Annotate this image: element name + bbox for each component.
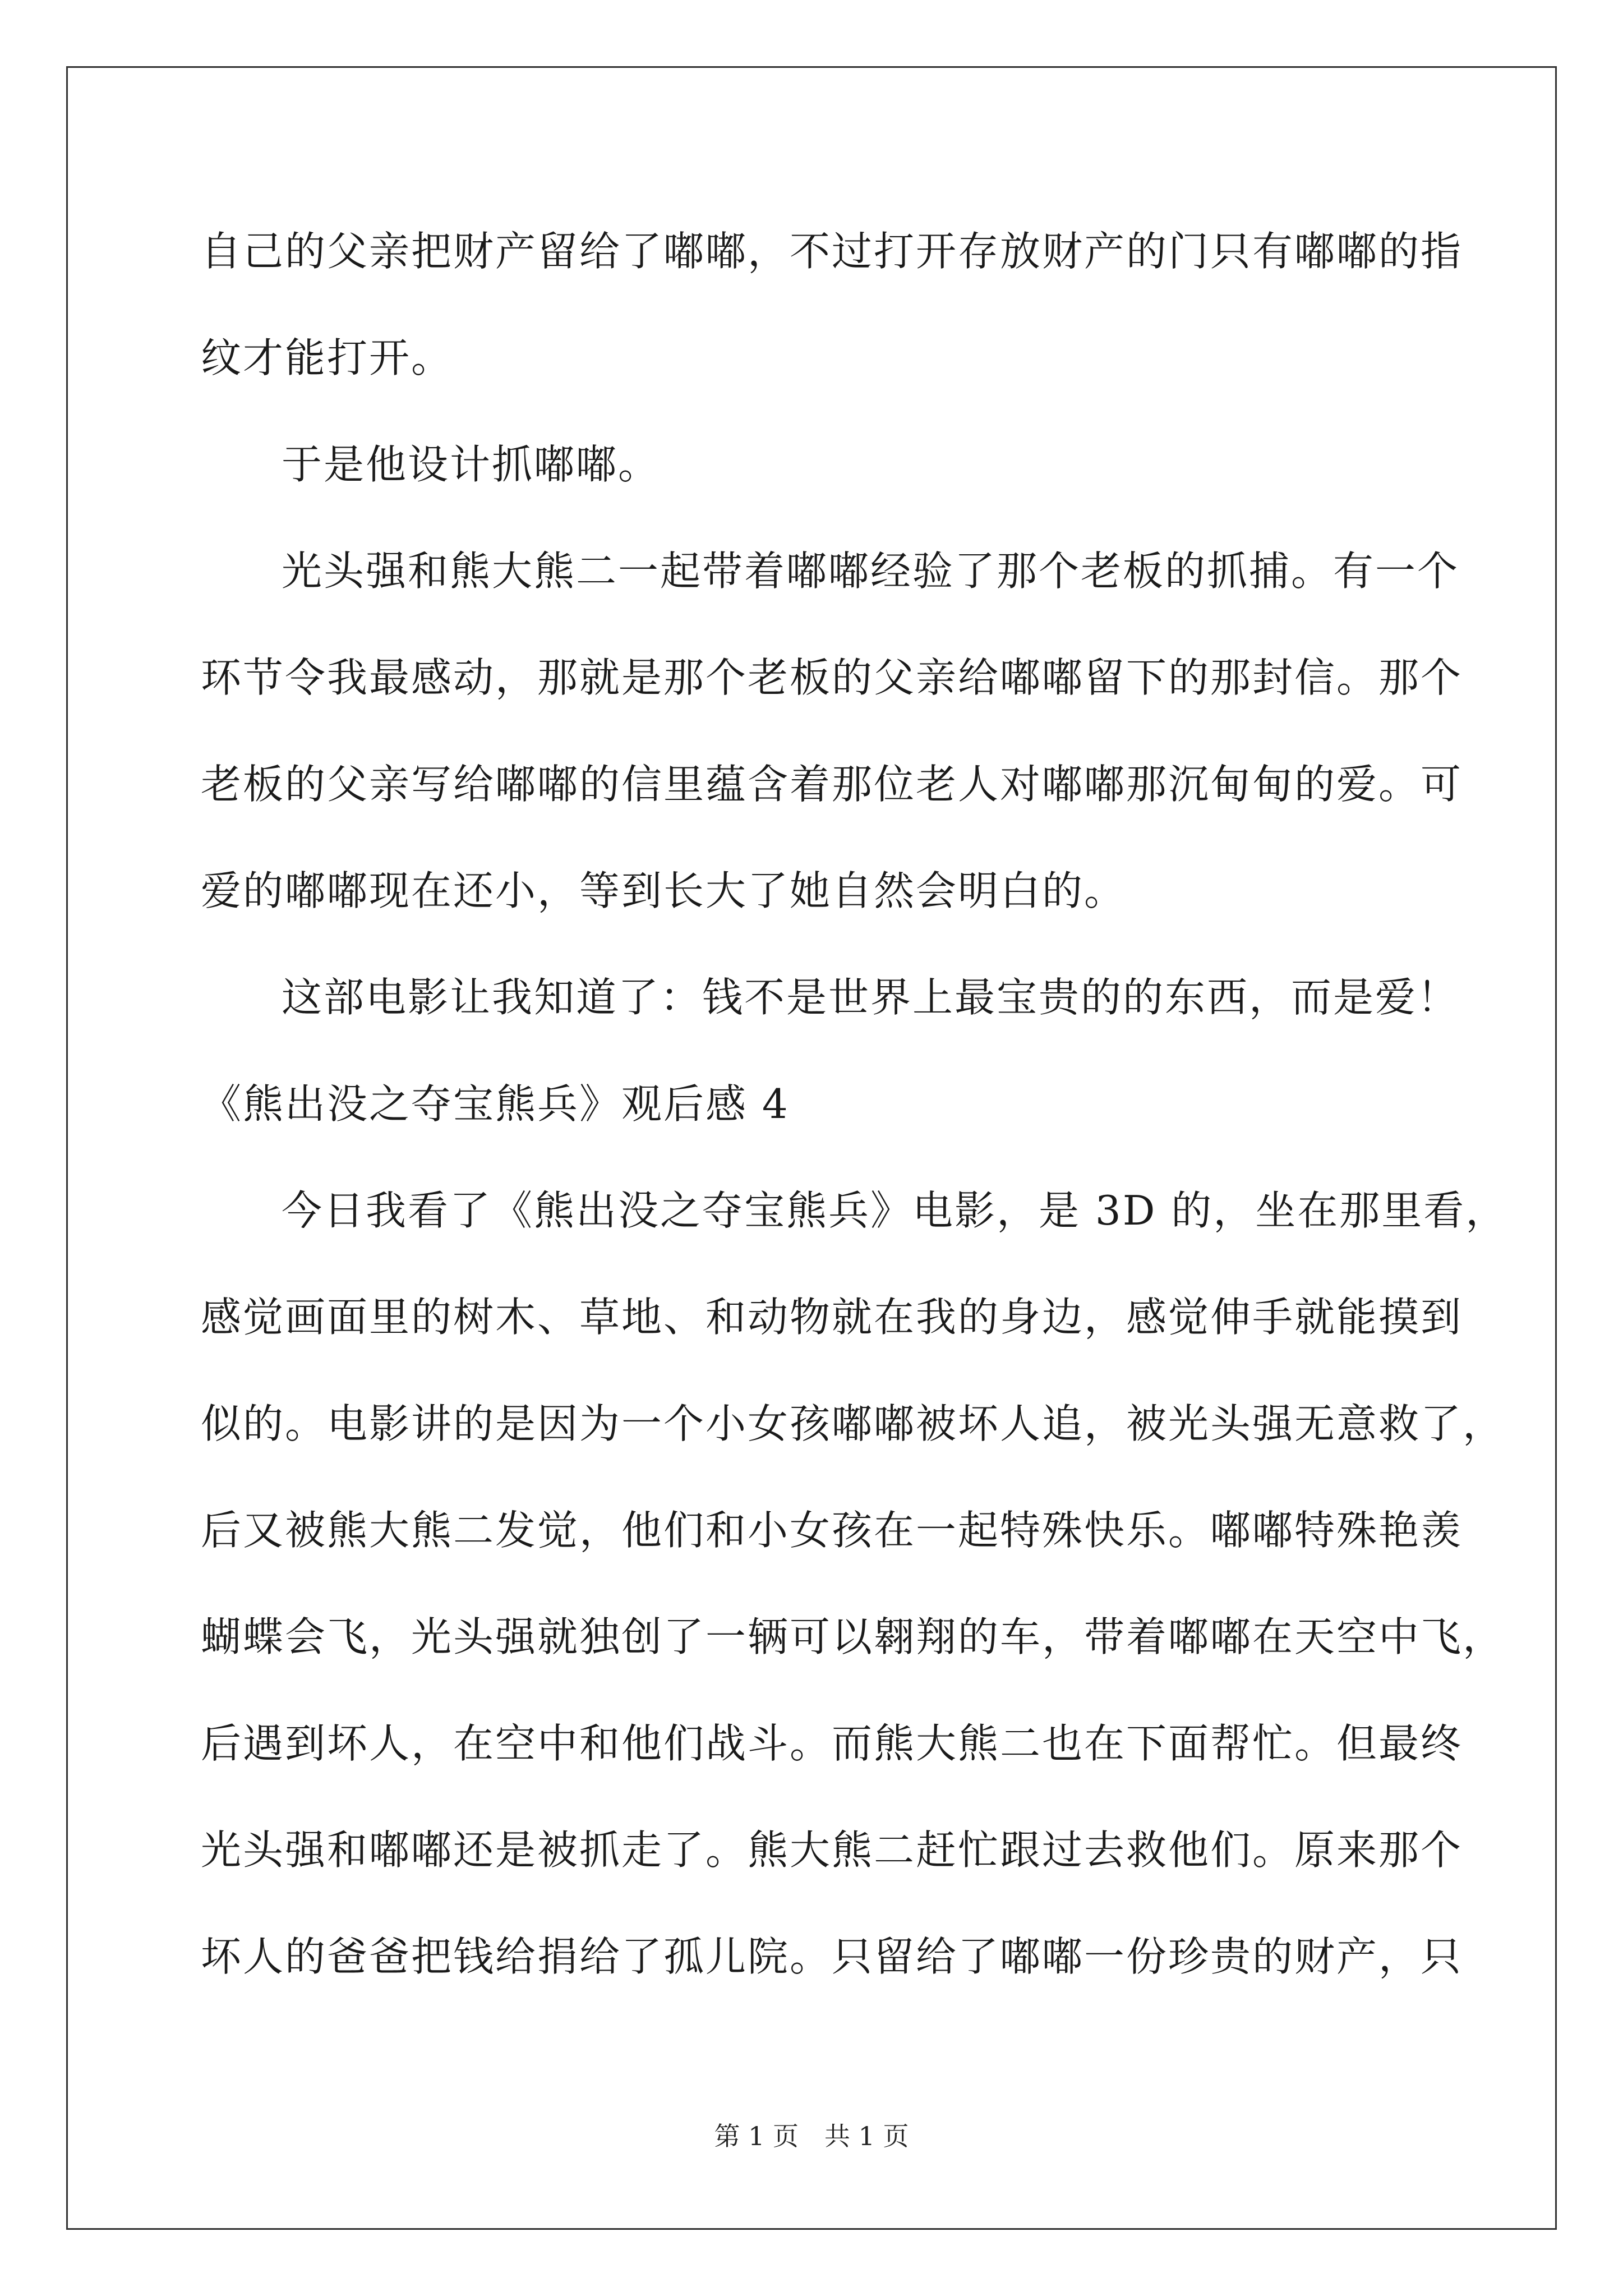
- text-line: 这部电影让我知道了：钱不是世界上最宝贵的的东西，而是爱！: [282, 974, 1460, 1021]
- text-line: 今日我看了《熊出没之夺宝熊兵》电影，是 3D 的，坐在那里看，: [282, 1187, 1508, 1234]
- text-line: 后又被熊大熊二发觉，他们和小女孩在一起特殊快乐。嘟嘟特殊艳羡: [201, 1507, 1463, 1554]
- text-line: 坏人的爸爸把钱给捐给了孤儿院。只留给了嘟嘟一份珍贵的财产，只: [201, 1933, 1463, 1980]
- text-line: 光头强和嘟嘟还是被抓走了。熊大熊二赶忙跟过去救他们。原来那个: [201, 1826, 1463, 1874]
- text-line: 光头强和熊大熊二一起带着嘟嘟经验了那个老板的抓捕。有一个: [282, 547, 1460, 595]
- text-line: 纹才能打开。: [201, 334, 454, 381]
- page-number-footer: 第 1 页 共 1 页: [714, 2121, 909, 2151]
- text-line: 老板的父亲写给嘟嘟的信里蕴含着那位老人对嘟嘟那沉甸甸的爱。可: [201, 761, 1463, 808]
- text-line: 环节令我最感动，那就是那个老板的父亲给嘟嘟留下的那封信。那个: [201, 654, 1463, 701]
- text-line: 后遇到坏人，在空中和他们战斗。而熊大熊二也在下面帮忙。但最终: [201, 1720, 1463, 1767]
- section-heading: 《熊出没之夺宝熊兵》观后感 4: [201, 1080, 790, 1128]
- text-line: 似的。电影讲的是因为一个小女孩嘟嘟被坏人追，被光头强无意救了，: [201, 1400, 1505, 1447]
- text-line: 爱的嘟嘟现在还小，等到长大了她自然会明白的。: [201, 867, 1127, 914]
- text-line: 蝴蝶会飞，光头强就独创了一辆可以翱翔的车，带着嘟嘟在天空中飞，: [201, 1613, 1505, 1660]
- document-body: [201, 198, 1508, 2010]
- text-line: 自己的父亲把财产留给了嘟嘟，不过打开存放财产的门只有嘟嘟的指: [201, 228, 1463, 275]
- text-line: 于是他设计抓嘟嘟。: [282, 441, 661, 488]
- text-line: 感觉画面里的树木、草地、和动物就在我的身边，感觉伸手就能摸到: [201, 1294, 1463, 1341]
